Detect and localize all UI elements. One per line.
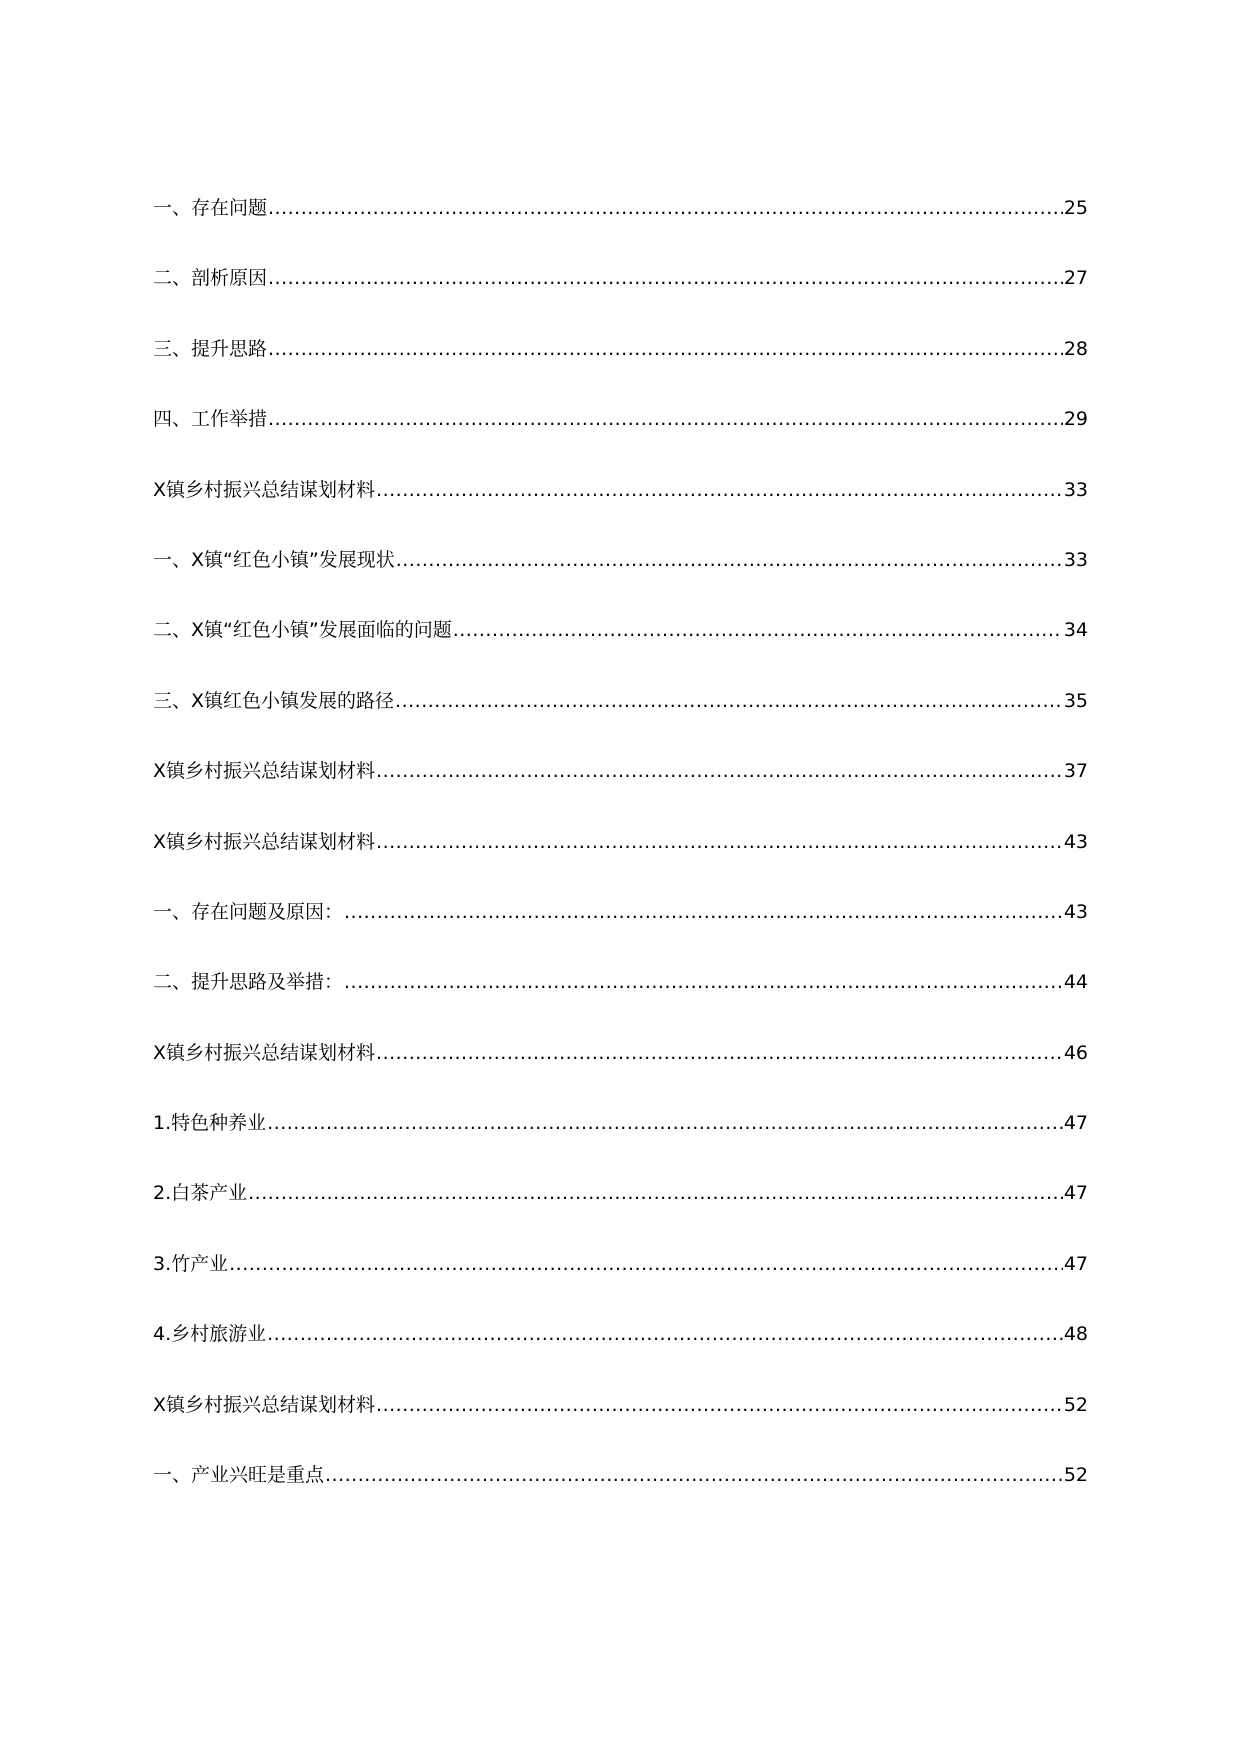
toc-entry-page: 29 [1063, 408, 1088, 431]
dot-leader [376, 1041, 1063, 1065]
dot-leader [229, 1252, 1063, 1276]
toc-entry-title: 四、工作举措 [153, 408, 268, 431]
toc-entry-title: 一、存在问题 [153, 197, 268, 219]
toc-entry-page: 34 [1063, 619, 1088, 642]
toc-entry[interactable] [153, 1041, 1088, 1111]
toc-entry-page: 46 [1063, 1041, 1088, 1064]
toc-entry-title: 二、剖析原因 [153, 267, 268, 290]
dot-leader [268, 407, 1063, 431]
toc-entry[interactable] [153, 407, 1088, 477]
toc-entry-title: X镇乡村振兴总结谋划材料 [153, 1393, 376, 1416]
toc-entry[interactable] [153, 689, 1088, 759]
dot-leader [325, 1463, 1063, 1487]
toc-entry[interactable] [153, 548, 1088, 618]
dot-leader [268, 196, 1063, 220]
dot-leader [267, 1322, 1063, 1346]
toc-entry-page: 33 [1063, 548, 1088, 571]
toc-entry-page: 25 [1063, 197, 1088, 219]
toc-entry-page: 33 [1063, 478, 1088, 501]
toc-entry-page: 35 [1063, 689, 1088, 712]
toc-entry-title: 2.白茶产业 [153, 1182, 248, 1205]
toc-entry[interactable] [153, 759, 1088, 829]
toc-entry[interactable] [153, 1463, 1088, 1533]
dot-leader [376, 478, 1063, 502]
toc-entry-title: 三、提升思路 [153, 337, 268, 360]
dot-leader [268, 337, 1063, 361]
dot-leader [376, 759, 1063, 783]
dot-leader [396, 548, 1063, 572]
toc-entry-title: X镇乡村振兴总结谋划材料 [153, 760, 376, 783]
toc-entry-title: 一、存在问题及原因： [153, 900, 344, 923]
toc-entry[interactable] [153, 1111, 1088, 1181]
toc-entry-title: 一、产业兴旺是重点 [153, 1464, 325, 1487]
toc-entry-title: 一、X镇“红色小镇”发展现状 [153, 548, 395, 571]
toc-entry-title: 二、X镇“红色小镇”发展面临的问题 [153, 619, 452, 642]
toc-entry-page: 48 [1063, 1323, 1088, 1346]
toc-entry-title: 4.乡村旅游业 [153, 1323, 267, 1346]
toc-entry-page: 44 [1063, 971, 1088, 994]
toc-entry-page: 37 [1063, 760, 1088, 783]
toc-entry[interactable] [153, 830, 1088, 900]
toc-entry-title: X镇乡村振兴总结谋划材料 [153, 478, 376, 501]
toc-entry-page: 43 [1063, 900, 1088, 923]
toc-entry-title: X镇乡村振兴总结谋划材料 [153, 830, 376, 853]
toc-entry[interactable] [153, 618, 1088, 688]
dot-leader [376, 1393, 1063, 1417]
toc-entry-page: 43 [1063, 830, 1088, 853]
dot-leader [395, 689, 1063, 713]
toc-entry-page: 27 [1063, 267, 1088, 290]
dot-leader [453, 618, 1063, 642]
dot-leader [344, 970, 1063, 994]
toc-entry[interactable] [153, 1393, 1088, 1463]
toc-entry[interactable] [153, 337, 1088, 407]
toc-entry[interactable] [153, 196, 1088, 266]
toc-entry-page: 47 [1063, 1182, 1088, 1205]
toc-entry-title: 3.竹产业 [153, 1252, 229, 1275]
toc-entry[interactable] [153, 1322, 1088, 1392]
toc-entry[interactable] [153, 1181, 1088, 1251]
dot-leader [268, 266, 1063, 290]
dot-leader [376, 830, 1063, 854]
toc-entry-page: 47 [1063, 1252, 1088, 1275]
toc-entry-title: 1.特色种养业 [153, 1112, 267, 1135]
dot-leader [267, 1111, 1063, 1135]
toc-entry-page: 52 [1063, 1464, 1088, 1487]
dot-leader [344, 900, 1063, 924]
toc-entry-title: X镇乡村振兴总结谋划材料 [153, 1041, 376, 1064]
toc-entry[interactable] [153, 1252, 1088, 1322]
toc-entry[interactable] [153, 900, 1088, 970]
toc-entry-title: 三、X镇红色小镇发展的路径 [153, 689, 395, 712]
toc-entry-page: 47 [1063, 1112, 1088, 1135]
table-of-contents [153, 196, 1088, 1533]
toc-entry-page: 52 [1063, 1393, 1088, 1416]
toc-entry-title: 二、提升思路及举措： [153, 971, 344, 994]
toc-entry-page: 28 [1063, 337, 1088, 360]
toc-entry[interactable] [153, 478, 1088, 548]
dot-leader [248, 1181, 1063, 1205]
toc-entry[interactable] [153, 266, 1088, 336]
toc-entry[interactable] [153, 970, 1088, 1040]
